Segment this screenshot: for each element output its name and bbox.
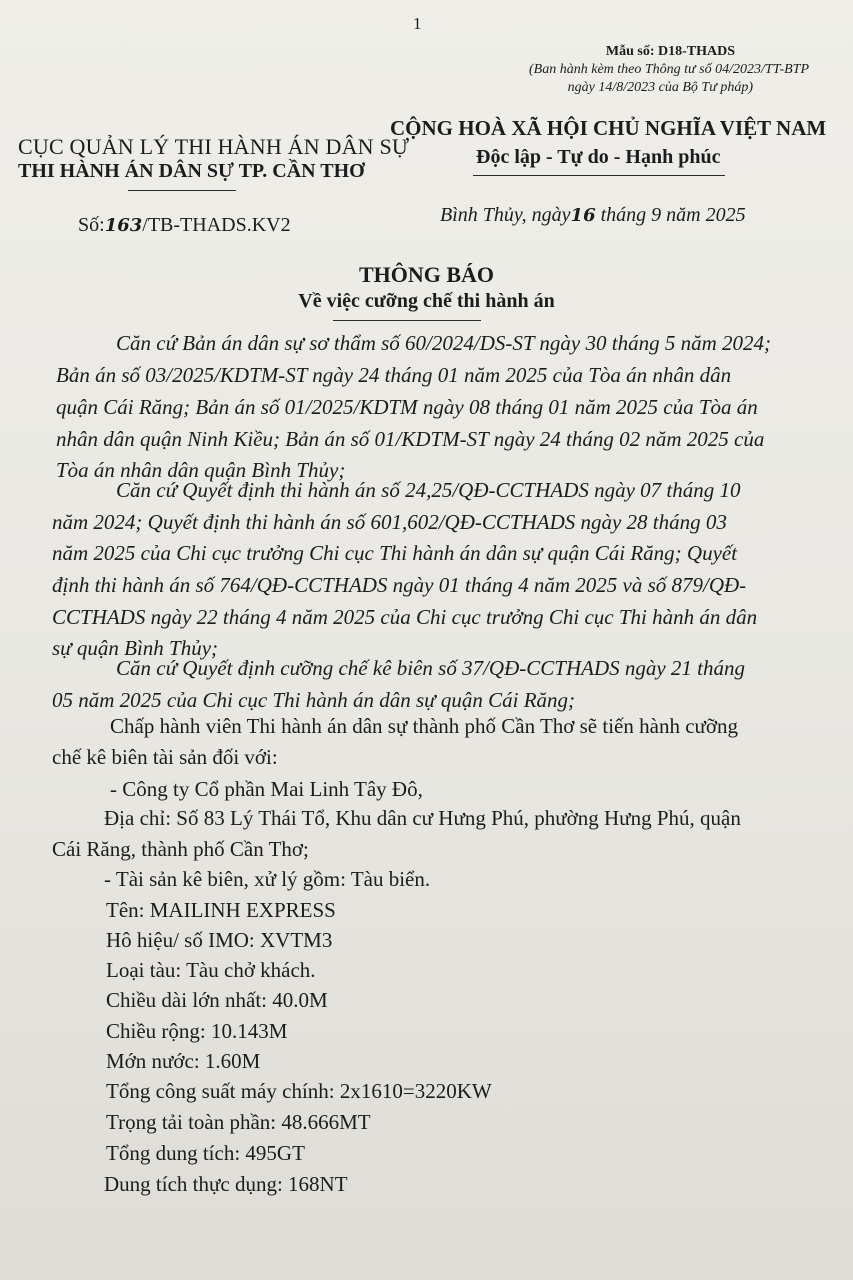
body-line: Chiều rộng: 10.143M (106, 1019, 288, 1043)
document-subtitle: Về việc cưỡng chế thi hành án (298, 290, 555, 312)
body-line: Tên: MAILINH EXPRESS (106, 898, 336, 922)
body-line: Bản án số 03/2025/KDTM-ST ngày 24 tháng 01 năm 2025 của Tòa án nhân dân (56, 363, 732, 387)
doc-number-prefix: Số: (78, 214, 105, 236)
body-line: - Công ty Cổ phần Mai Linh Tây Đô, (110, 777, 423, 801)
agency-underline (128, 190, 236, 191)
body-line: Tòa án nhân dân quận Bình Thủy; (56, 458, 346, 482)
body-line: Trọng tải toàn phần: 48.666MT (106, 1110, 371, 1134)
body-line: nhân dân quận Ninh Kiều; Bản án số 01/KDTM-ST ngày 24 tháng 02 năm 2025 của (56, 427, 765, 451)
form-code: Mẫu số: D18-THADS (605, 44, 735, 59)
body-line: Địa chỉ: Số 83 Lý Thái Tổ, Khu dân cư Hưng Phú, phường Hưng Phú, quận (104, 806, 741, 830)
agency-line-1: CỤC QUẢN LÝ THI HÀNH ÁN DÂN SỰ (18, 134, 410, 159)
body-line: Dung tích thực dụng: 168NT (104, 1172, 348, 1196)
place-date-prefix: Bình Thủy, ngày (440, 204, 571, 226)
body-line: năm 2024; Quyết định thi hành án số 601,602/QĐ-CCTHADS ngày 28 tháng 03 (52, 510, 727, 534)
body-line: 05 năm 2025 của Chi cục Thi hành án dân sự quận Cái Răng; (52, 688, 576, 712)
body-line: Cái Răng, thành phố Cần Thơ; (52, 837, 309, 861)
body-line: Chiều dài lớn nhất: 40.0M (106, 988, 328, 1012)
document-title: THÔNG BÁO (358, 262, 495, 287)
handwritten-day: 16 (570, 205, 596, 226)
nation-motto: Độc lập - Tự do - Hạnh phúc (476, 146, 721, 168)
body-line: Căn cứ Bản án dân sự sơ thẩm số 60/2024/DS-ST ngày 30 tháng 5 năm 2024; (116, 331, 771, 355)
body-line: Căn cứ Quyết định thi hành án số 24,25/QĐ-CCTHADS ngày 07 tháng 10 (116, 478, 741, 502)
body-line: Chấp hành viên Thi hành án dân sự thành phố Cần Thơ sẽ tiến hành cưỡng (110, 714, 739, 738)
body-line: chế kê biên tài sản đối với: (52, 745, 278, 769)
document-number (78, 214, 291, 237)
body-line: sự quận Bình Thủy; (52, 636, 219, 660)
nation-name: CỘNG HOÀ XÃ HỘI CHỦ NGHĨA VIỆT NAM (390, 116, 827, 140)
body-line: Tổng dung tích: 495GT (106, 1141, 305, 1165)
body-line: CCTHADS ngày 22 tháng 4 năm 2025 của Chi cục trưởng Chi cục Thi hành án dân (52, 605, 758, 629)
motto-underline (473, 175, 725, 176)
doc-number-suffix: /TB-THADS.KV2 (142, 214, 291, 236)
body-line: Hô hiệu/ số IMO: XVTM3 (106, 928, 333, 952)
body-line: định thi hành án số 764/QĐ-CCTHADS ngày 01 tháng 4 năm 2025 và số 879/QĐ- (52, 573, 747, 597)
place-and-date (440, 204, 746, 227)
place-date-suffix: tháng 9 năm 2025 (595, 204, 746, 226)
body-line: Loại tàu: Tàu chở khách. (106, 958, 316, 982)
body-line: quận Cái Răng; Bản án số 01/2025/KDTM ngày 08 tháng 01 năm 2025 của Tòa án (56, 395, 758, 419)
body-line: Căn cứ Quyết định cưỡng chế kê biên số 37/QĐ-CCTHADS ngày 21 tháng (116, 656, 746, 680)
agency-line-2: THI HÀNH ÁN DÂN SỰ TP. CẦN THƠ (18, 160, 365, 182)
form-issued-date: ngày 14/8/2023 của Bộ Tư pháp) (567, 80, 753, 95)
body-line: năm 2025 của Chi cục trưởng Chi cục Thi hành án dân sự quận Cái Răng; Quyết (52, 541, 738, 565)
doc-number-handwritten: 163 (104, 215, 143, 236)
body-line: Tổng công suất máy chính: 2x1610=3220KW (106, 1079, 492, 1103)
page-number: 1 (413, 14, 422, 33)
form-issued-under: (Ban hành kèm theo Thông tư số 04/2023/TT-BTP (529, 62, 809, 77)
body-line: Mớn nước: 1.60M (106, 1049, 261, 1073)
body-line: - Tài sản kê biên, xử lý gồm: Tàu biển. (104, 867, 431, 891)
subtitle-underline (333, 320, 481, 321)
